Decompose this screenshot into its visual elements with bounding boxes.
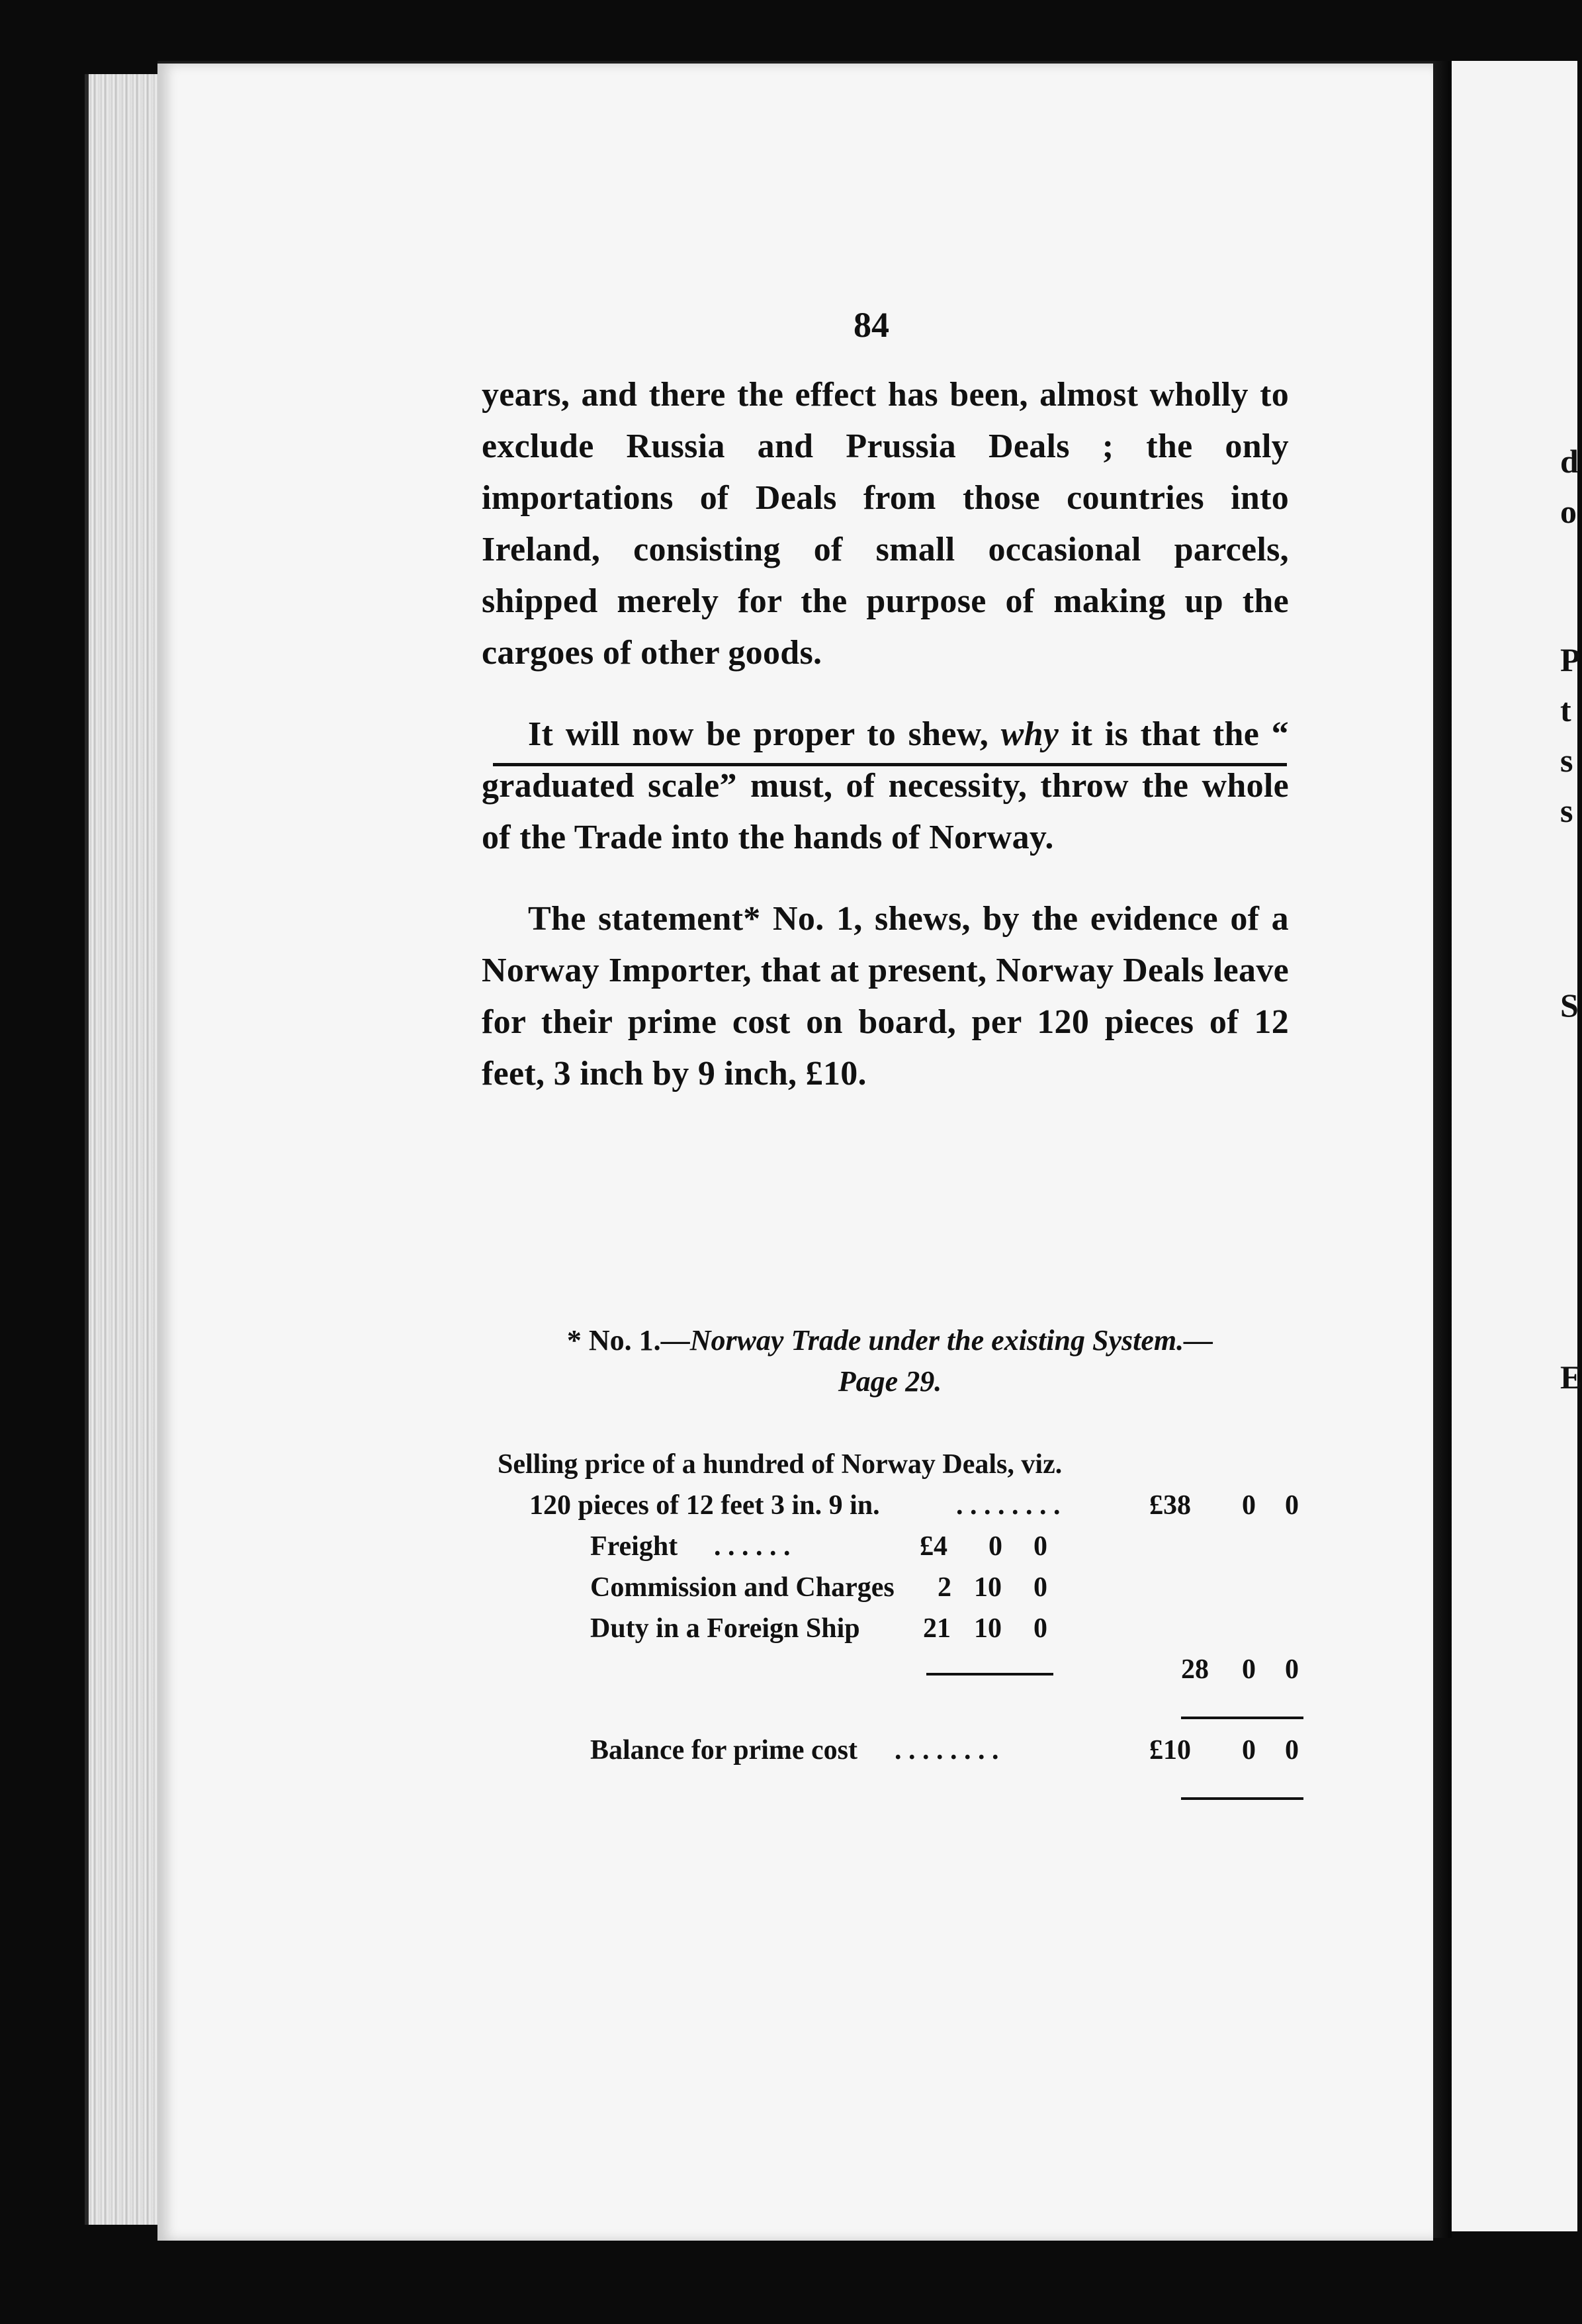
item-pence: 0 xyxy=(1033,1572,1047,1603)
item-shillings: 0 xyxy=(989,1531,1002,1562)
emphasis: why xyxy=(1000,715,1059,753)
item-pounds: 21 xyxy=(923,1613,951,1644)
total-rule xyxy=(1181,1717,1303,1719)
item-dots: . . . . . . . . xyxy=(956,1490,1061,1521)
subtotal-rule xyxy=(926,1673,1053,1676)
subtotal-shillings: 0 xyxy=(1242,1654,1256,1685)
facing-page-fragment: s xyxy=(1560,742,1573,779)
item-pounds: £4 xyxy=(920,1531,947,1562)
facing-page-fragment: o xyxy=(1560,493,1577,530)
facing-page-fragment: t xyxy=(1560,692,1571,729)
page-number: 84 xyxy=(854,305,889,345)
account-deduction xyxy=(498,1567,1305,1608)
item-shillings: 10 xyxy=(974,1572,1002,1603)
facing-page-fragment: s xyxy=(1560,792,1573,829)
footnote-title: Norway Trade under the existing System.— xyxy=(689,1324,1213,1357)
item-shillings: 10 xyxy=(974,1613,1002,1644)
account-deduction xyxy=(498,1608,1305,1649)
item-dots: . . . . . . xyxy=(714,1531,791,1562)
item-pence: 0 xyxy=(1033,1531,1047,1562)
balance-shillings: 0 xyxy=(1242,1735,1256,1765)
footnote-page-ref: Page 29. xyxy=(838,1365,942,1398)
account-deduction xyxy=(498,1526,1305,1567)
footnote-heading xyxy=(493,1320,1287,1402)
item-label: 120 pieces of 12 feet 3 in. 9 in. xyxy=(529,1490,880,1521)
item-pence: 0 xyxy=(1285,1490,1299,1521)
item-shillings: 0 xyxy=(1242,1490,1256,1521)
account-subtotal xyxy=(498,1649,1305,1690)
balance-label: Balance for prime cost xyxy=(590,1735,857,1765)
facing-page xyxy=(1452,61,1577,2231)
footnote-marker: * No. 1.— xyxy=(566,1324,690,1357)
account-balance xyxy=(498,1730,1305,1771)
item-pounds: 2 xyxy=(938,1572,951,1603)
facing-page-fragment: E xyxy=(1560,1359,1582,1396)
paragraph: It will now be proper to shew, why it is that the “ graduated scale” must, of necessity, throw the whole of the Trade into the hands of Norway. xyxy=(482,715,1289,856)
balance-pence: 0 xyxy=(1285,1735,1299,1765)
item-pence: 0 xyxy=(1033,1613,1047,1644)
subtotal-pence: 0 xyxy=(1285,1654,1299,1685)
balance-pounds: £10 xyxy=(1149,1735,1191,1765)
paragraph: The statement* No. 1, shews, by the evidence of a Norway Importer, that at present, Norway Deals leave for their prime cost on board, per 120 pieces of 12 feet, 3 inch by 9 inch, £10. xyxy=(482,900,1289,1093)
body-text xyxy=(482,369,1289,1100)
footnote-rule xyxy=(493,763,1287,766)
item-label: Freight xyxy=(590,1531,678,1562)
item-pounds: £38 xyxy=(1149,1490,1191,1521)
balance-rule xyxy=(1181,1797,1303,1800)
subtotal-pounds: 28 xyxy=(1181,1654,1209,1685)
facing-page-fragment: S xyxy=(1560,987,1579,1024)
paragraph: years, and there the effect has been, almost wholly to exclude Russia and Prussia Deals ; the only importations of Deals from those countries into Ireland, consisting of small occasional parcels, shipped merely for the purpose of making up the cargoes of other goods. xyxy=(482,376,1289,672)
item-label: Duty in a Foreign Ship xyxy=(590,1613,860,1644)
account-table xyxy=(498,1444,1305,1771)
balance-dots: . . . . . . . . xyxy=(895,1735,999,1765)
facing-page-fragment: d xyxy=(1560,443,1579,480)
account-main-line xyxy=(498,1485,1305,1526)
account-intro: Selling price of a hundred of Norway Deals, viz. xyxy=(498,1449,1063,1480)
facing-page-fragment: P xyxy=(1560,641,1581,678)
book-gutter xyxy=(1433,61,1452,2238)
item-label: Commission and Charges xyxy=(590,1572,895,1603)
